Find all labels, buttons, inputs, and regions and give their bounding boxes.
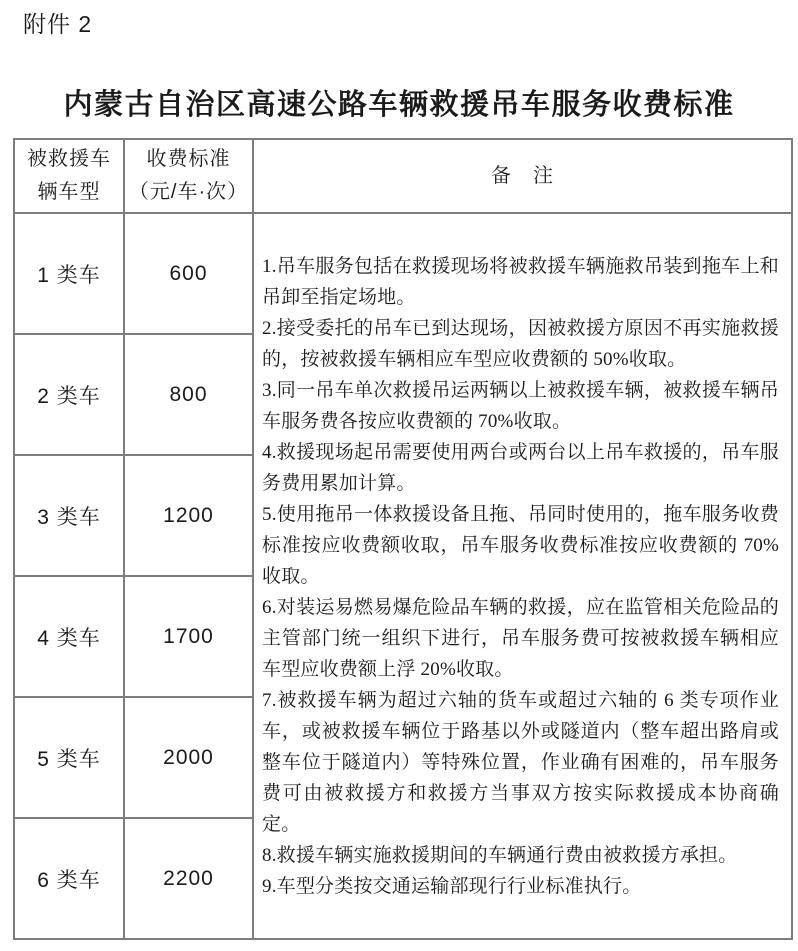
vehicle-type-cell: 5 类车 — [14, 697, 124, 818]
vehicle-type-cell: 1 类车 — [14, 213, 124, 334]
vehicle-type-cell: 3 类车 — [14, 455, 124, 576]
remarks-cell — [253, 213, 792, 939]
remark-note: 3.同一吊车单次救援吊运两辆以上被救援车辆，被救援车辆吊车服务费各按应收费额的 70%收取。 — [262, 379, 779, 432]
column-header-vehicle-type-line1: 被救援车 — [27, 148, 111, 170]
attachment-label: 附件 2 — [23, 11, 93, 37]
remark-note: 9.车型分类按交通运输部现行行业标准执行。 — [262, 875, 642, 897]
fee-cell: 600 — [124, 213, 253, 334]
remark-note: 4.救援现场起吊需要使用两台或两台以上吊车救援的，吊车服务费用累加计算。 — [262, 441, 779, 494]
vehicle-type-cell: 2 类车 — [14, 334, 124, 455]
remark-note: 6.对装运易燃易爆危险品车辆的救援，应在监管相关危险品的主管部门统一组织下进行，吊车服务费可按被救援车辆相应车型应收费额上浮 20%收取。 — [262, 596, 779, 680]
remark-note: 7.被救援车辆为超过六轴的货车或超过六轴的 6 类专项作业车，或被救援车辆位于路基以外或隧道内（整车超出路肩或整车位于隧道内）等特殊位置，作业确有困难的，吊车服务费可由被救援方和救援方当事双方按实际救援成本协商确定。 — [262, 689, 779, 835]
vehicle-type-cell: 4 类车 — [14, 576, 124, 697]
table-row — [14, 213, 792, 334]
remark-note: 8.救援车辆实施救援期间的车辆通行费由被救援方承担。 — [262, 844, 738, 866]
remark-note: 1.吊车服务包括在救援现场将被救援车辆施救吊装到拖车上和吊卸至指定场地。 — [262, 255, 779, 308]
column-header-vehicle-type — [14, 139, 124, 213]
column-header-vehicle-type-line2: 辆车型 — [37, 181, 101, 203]
fee-cell: 1200 — [124, 455, 253, 576]
column-header-fee-standard-line1: 收费标准 — [146, 148, 231, 170]
remark-note: 5.使用拖吊一体救援设备且拖、吊同时使用的，拖车服务收费标准按应收费额收取，吊车服务收费标准按应收费额的 70%收取。 — [262, 503, 779, 587]
fee-cell: 800 — [124, 334, 253, 455]
fee-cell: 1700 — [124, 576, 253, 697]
table-header-row — [14, 139, 792, 213]
fee-standard-table — [13, 138, 793, 940]
column-header-fee-standard — [124, 139, 253, 213]
page-title: 内蒙古自治区高速公路车辆救援吊车服务收费标准 — [63, 89, 735, 121]
column-header-remarks: 备 注 — [253, 139, 792, 213]
fee-cell: 2000 — [124, 697, 253, 818]
remark-note: 2.接受委托的吊车已到达现场，因被救援方原因不再实施救援的，按被救援车辆相应车型应收费额的 50%收取。 — [262, 317, 779, 370]
vehicle-type-cell: 6 类车 — [14, 818, 124, 939]
column-header-fee-standard-line2: （元/车·次） — [128, 181, 249, 203]
fee-cell: 2200 — [124, 818, 253, 939]
